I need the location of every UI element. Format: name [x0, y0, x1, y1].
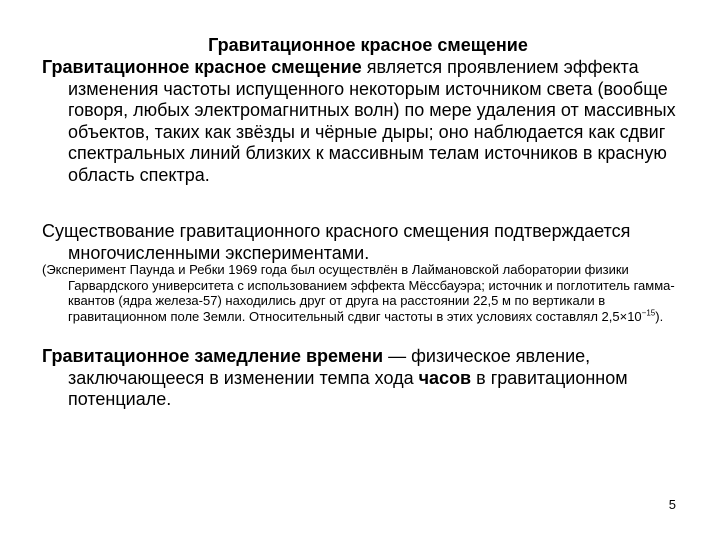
time-dilation-end: в гравитационном потенциале. [68, 367, 628, 410]
experiments-text: Существование гравитационного красного смещения подтверждается многочисленными экспериментами. [42, 221, 631, 263]
page-number: 5 [668, 497, 676, 512]
paragraph-experiments [42, 221, 692, 264]
time-dilation-text: — физическое явление, заключающееся в изменении темпа хода [68, 346, 591, 388]
pound-rebka-end: ). [655, 308, 664, 324]
paragraph-time-dilation [42, 346, 692, 411]
term-redshift: Гравитационное красное смещение [42, 57, 362, 77]
slide-title: Гравитационное красное смещение [208, 35, 528, 55]
paragraph-redshift-definition [42, 57, 692, 187]
paragraph-pound-rebka [42, 262, 702, 324]
redshift-definition-text: является проявлением эффекта изменения частоты испущенного некоторым источником света (вообще говоря, любых электромагнитных волн) по мере удаления от массивных объектов, таких как звёзды и чёрные дыры; оно наблюдается как сдвиг спектральных линий близких к массивным телам источников в красную область спектра. [68, 57, 676, 185]
exponent: −15 [641, 308, 656, 318]
term-clock: часов [418, 367, 472, 388]
term-time-dilation: Гравитационное замедление времени [42, 346, 384, 366]
pound-rebka-text: (Эксперимент Паунда и Ребки 1969 года был осуществлён в Лаймановской лаборатории физики Гарвардского университета с использованием эффекта Мёссбауэра; источник и поглотитель гамма-квантов (ядра железа-57) находились друг от друга на расстоянии 22,5 м по вертикали в гравитационном поле Земли. Относительный сдвиг частоты в этих условиях составлял 2,5×10 [42, 262, 675, 324]
